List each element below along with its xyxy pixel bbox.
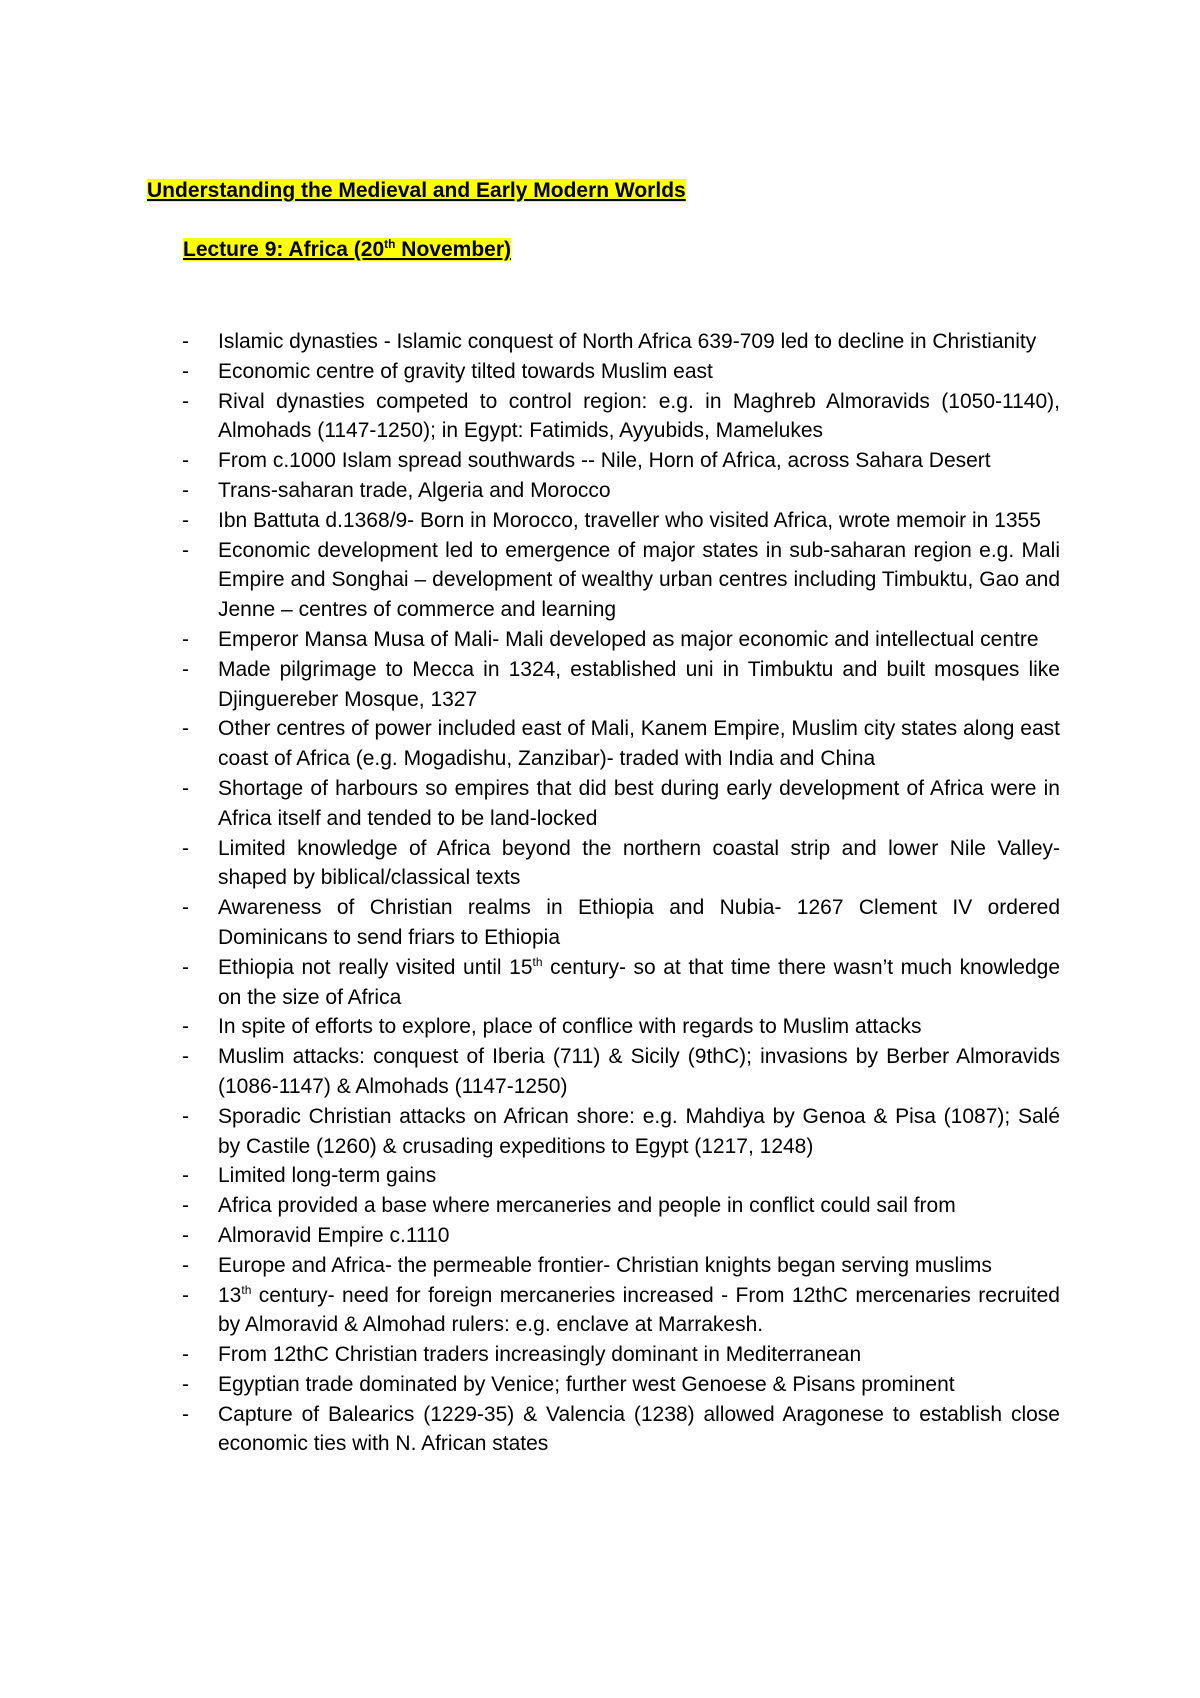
list-item: - Sporadic Christian attacks on African shore: e.g. Mahdiya by Genoa & Pisa (1087); Salé by Castile (1260) & crusading expeditions to Egypt (1217, 1248) [180,1102,1060,1162]
list-item: - Economic centre of gravity tilted towards Muslim east [180,357,1060,387]
list-item-text: century- need for foreign mercaneries increased - From 12thC mercenaries recruited by Almoravid & Almohad rulers: e.g. enclave at Marrakesh. [218,1283,1060,1337]
list-item: - Limited long-term gains [180,1161,1060,1191]
list-item: - Trans-saharan trade, Algeria and Morocco [180,476,1060,506]
list-item: - Made pilgrimage to Mecca in 1324, established uni in Timbuktu and built mosques like Djinguereber Mosque, 1327 [180,655,1060,715]
list-item-ordinal: th [241,1282,252,1297]
bullet-list [180,327,1060,1459]
list-item-text: century- so at that time there wasn’t much knowledge on the size of Africa [218,955,1060,1009]
list-item: - Almoravid Empire c.1110 [180,1221,1060,1251]
list-item: - Other centres of power included east of Mali, Kanem Empire, Muslim city states along east coast of Africa (e.g. Mogadishu, Zanzibar)- traded with India and China [180,714,1060,774]
list-item: - From c.1000 Islam spread southwards -- Nile, Horn of Africa, across Sahara Desert [180,446,1060,476]
document-title [147,178,686,204]
title-text: Understanding the Medieval and Early Modern Worlds [147,179,686,202]
list-item: - Limited knowledge of Africa beyond the northern coastal strip and lower Nile Valley- shaped by biblical/classical texts [180,834,1060,894]
list-item: - Capture of Balearics (1229-35) & Valencia (1238) allowed Aragonese to establish close economic ties with N. African states [180,1400,1060,1460]
lecture-subtitle [183,237,511,263]
list-item [180,1281,1060,1341]
list-item: - Europe and Africa- the permeable frontier- Christian knights began serving muslims [180,1251,1060,1281]
list-item: - From 12thC Christian traders increasingly dominant in Mediterranean [180,1340,1060,1370]
list-item [180,953,1060,1013]
list-item: - Awareness of Christian realms in Ethiopia and Nubia- 1267 Clement IV ordered Dominicans to send friars to Ethiopia [180,893,1060,953]
list-item: - Economic development led to emergence of major states in sub-saharan region e.g. Mali Empire and Songhai – development of wealthy urban centres including Timbuktu, Gao and Jenne – centres of commerce and learning [180,536,1060,625]
list-item-text: 13 [218,1283,242,1307]
list-item: - Ibn Battuta d.1368/9- Born in Morocco, traveller who visited Africa, wrote memoir in 1355 [180,506,1060,536]
list-item: - Rival dynasties competed to control region: e.g. in Maghreb Almoravids (1050-1140), Almohads (1147-1250); in Egypt: Fatimids, Ayyubids, Mamelukes [180,387,1060,447]
subtitle-prefix: Lecture 9: Africa (20 [183,238,385,261]
subtitle-highlight [183,238,511,261]
list-item: - Emperor Mansa Musa of Mali- Mali developed as major economic and intellectual centre [180,625,1060,655]
list-item: - Islamic dynasties - Islamic conquest of North Africa 639-709 led to decline in Christianity [180,327,1060,357]
subtitle-suffix: November) [395,238,511,261]
subtitle-ordinal: th [384,237,396,251]
list-item: - In spite of efforts to explore, place of conflice with regards to Muslim attacks [180,1012,1060,1042]
list-item: - Africa provided a base where mercaneries and people in conflict could sail from [180,1191,1060,1221]
list-item: - Egyptian trade dominated by Venice; further west Genoese & Pisans prominent [180,1370,1060,1400]
list-item-text: Ethiopia not really visited until 15 [218,955,533,979]
list-item: - Muslim attacks: conquest of Iberia (711) & Sicily (9thC); invasions by Berber Almoravids (1086-1147) & Almohads (1147-1250) [180,1042,1060,1102]
list-item-ordinal: th [532,954,543,969]
list-item: - Shortage of harbours so empires that did best during early development of Africa were in Africa itself and tended to be land-locked [180,774,1060,834]
